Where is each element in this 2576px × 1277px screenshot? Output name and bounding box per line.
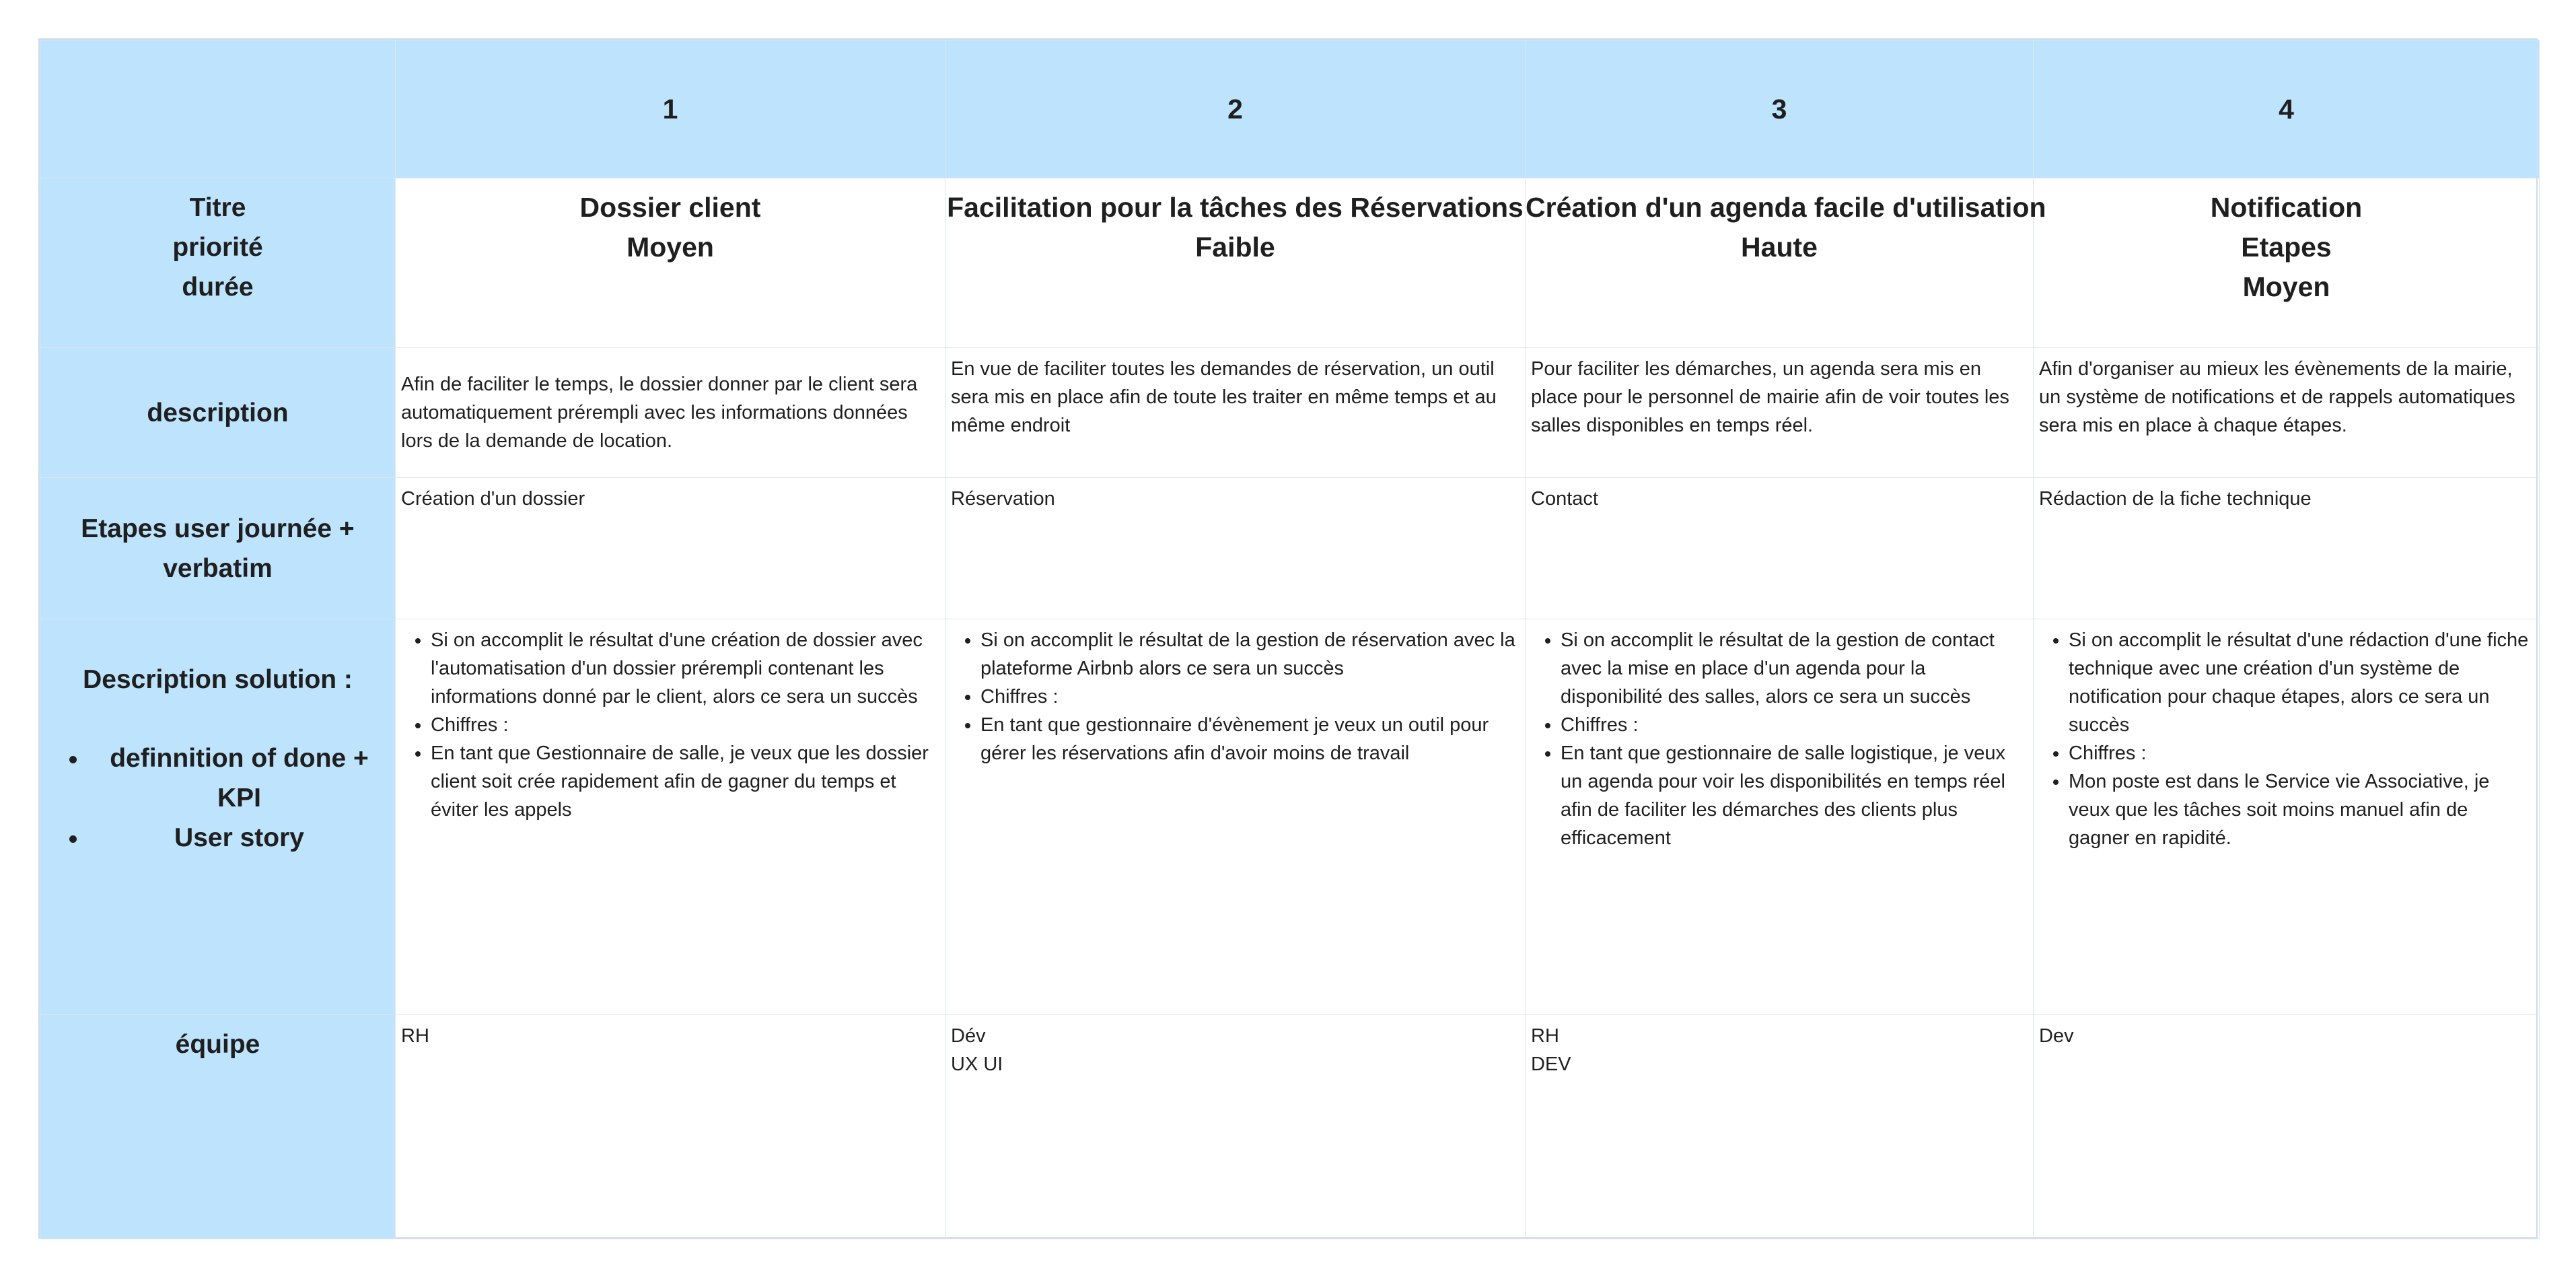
row-label-etapes: Etapes user journée + verbatim bbox=[40, 478, 396, 619]
card-description-4 bbox=[2034, 348, 2540, 478]
card-duration: Moyen bbox=[2242, 271, 2330, 302]
row-label-duree-line: durée bbox=[182, 273, 254, 302]
solution-label-list bbox=[46, 738, 390, 858]
column-header-4: 4 bbox=[2034, 40, 2540, 178]
solution-item: • En tant que Gestionnaire de salle, je veux que les dossier client soit crée rapidement afin de gagner du temps et éviter les appels bbox=[431, 739, 939, 824]
steps-row bbox=[40, 478, 2540, 619]
team-member: RH bbox=[1531, 1025, 1559, 1047]
card-title: Notification bbox=[2210, 192, 2363, 223]
row-label-priorite-line: priorité bbox=[172, 233, 263, 262]
card-title: Dossier client bbox=[579, 192, 761, 223]
description-text: Pour faciliter les démarches, un agenda sera mis en place pour le personnel de mairie afin de voir toutes les salles disponibles en temps réel. bbox=[1531, 358, 2009, 436]
card-description-2 bbox=[945, 348, 1526, 478]
card-title: Facilitation pour la tâches des Réservations bbox=[947, 192, 1524, 223]
description-text: Afin d'organiser au mieux les évènements de la mairie, un système de notifications et de rappels automatiques sera mis en place à chaque étapes. bbox=[2039, 358, 2515, 436]
card-team-4 bbox=[2034, 1015, 2540, 1239]
title-row bbox=[40, 178, 2540, 348]
card-solution-1 bbox=[396, 619, 945, 1015]
description-text: Afin de faciliter le temps, le dossier donner par le client sera automatiquement prérempli avec les informations données lors de la demande de location. bbox=[401, 374, 918, 452]
description-row bbox=[40, 348, 2540, 478]
solution-item: • En tant que gestionnaire de salle logistique, je veux un agenda pour voir les disponibilités en temps réel afin de faciliter les démarches des clients plus efficacement bbox=[1561, 739, 2028, 852]
solution-row bbox=[40, 619, 2540, 1015]
card-step-1: Création d'un dossier bbox=[396, 478, 945, 619]
solution-item: • Chiffres : bbox=[2069, 739, 2534, 767]
card-step-4: Rédaction de la fiche technique bbox=[2034, 478, 2540, 619]
team-member: DEV bbox=[1531, 1054, 1571, 1075]
card-title-cell-4 bbox=[2034, 178, 2540, 348]
solution-item: • Si on accomplit le résultat d'une rédaction d'une fiche technique avec une création d'un système de notification pour chaque étapes, alors ce sera un succès bbox=[2069, 626, 2534, 739]
header-row bbox=[40, 40, 2540, 178]
solution-item: • Si on accomplit le résultat de la gestion de contact avec la mise en place d'un agenda pour la disponibilité des salles, alors ce sera un succès bbox=[1561, 626, 2028, 711]
description-text: En vue de faciliter toutes les demandes de réservation, un outil sera mis en place afin de toute les traiter en même temps et au même endroit bbox=[951, 358, 1497, 436]
solution-label-item-user-story: • User story bbox=[89, 818, 390, 858]
header-corner-cell bbox=[40, 40, 396, 178]
roadmap-board bbox=[38, 38, 2538, 1239]
card-title-cell-1 bbox=[396, 178, 945, 348]
card-team-3 bbox=[1526, 1015, 2034, 1239]
solution-item: • Mon poste est dans le Service vie Associative, je veux que les tâches soit moins manuel afin de gagner en rapidité. bbox=[2069, 767, 2534, 852]
card-solution-4 bbox=[2034, 619, 2540, 1015]
solution-item: • En tant que gestionnaire d'évènement je veux un outil pour gérer les réservations afin d'avoir moins de travail bbox=[980, 711, 1519, 767]
team-member: Dev bbox=[2039, 1025, 2074, 1047]
row-label-titre bbox=[40, 178, 396, 348]
solution-list bbox=[951, 626, 1519, 767]
column-header-2: 2 bbox=[945, 40, 1526, 178]
solution-item: • Si on accomplit le résultat de la gestion de réservation avec la plateforme Airbnb alors ce sera un succès bbox=[980, 626, 1519, 683]
solution-list bbox=[2039, 626, 2534, 852]
team-member: Dév bbox=[951, 1025, 986, 1047]
roadmap-table bbox=[40, 40, 2540, 1239]
card-step-3: Contact bbox=[1526, 478, 2034, 619]
card-title-cell-3 bbox=[1526, 178, 2046, 348]
row-label-titre-line: Titre bbox=[189, 193, 246, 222]
team-member: RH bbox=[401, 1025, 429, 1047]
card-description-1 bbox=[396, 348, 945, 478]
solution-item: • Chiffres : bbox=[980, 683, 1519, 711]
team-member: UX UI bbox=[951, 1054, 1003, 1075]
team-row bbox=[40, 1015, 2540, 1239]
solution-label: Description solution : bbox=[83, 665, 353, 694]
card-title-cell-2 bbox=[945, 178, 1526, 348]
row-label-solution bbox=[40, 619, 396, 1015]
card-priority: Moyen bbox=[627, 232, 714, 263]
row-label-equipe: équipe bbox=[40, 1015, 396, 1239]
solution-item: • Chiffres : bbox=[1561, 711, 2028, 739]
card-team-2 bbox=[945, 1015, 1526, 1239]
card-title: Création d'un agenda facile d'utilisation bbox=[1526, 192, 2046, 223]
solution-list bbox=[401, 626, 939, 824]
column-header-3: 3 bbox=[1526, 40, 2034, 178]
solution-item: • Si on accomplit le résultat d'une création de dossier avec l'automatisation d'un dossier prérempli contenant les informations donné par le client, alors ce sera un succès bbox=[431, 626, 939, 711]
column-header-1: 1 bbox=[396, 40, 945, 178]
card-description-3 bbox=[1526, 348, 2034, 478]
card-priority: Faible bbox=[1195, 232, 1275, 263]
solution-label-item-done-kpi: • definnition of done + KPI bbox=[89, 738, 390, 818]
solution-item: • Chiffres : bbox=[431, 711, 939, 739]
card-priority: Etapes bbox=[2241, 232, 2332, 263]
row-label-description: description bbox=[40, 348, 396, 478]
card-step-2: Réservation bbox=[945, 478, 1526, 619]
card-solution-3 bbox=[1526, 619, 2034, 1015]
card-priority: Haute bbox=[1741, 232, 1818, 263]
card-team-1 bbox=[396, 1015, 945, 1239]
card-solution-2 bbox=[945, 619, 1526, 1015]
solution-list bbox=[1531, 626, 2028, 852]
